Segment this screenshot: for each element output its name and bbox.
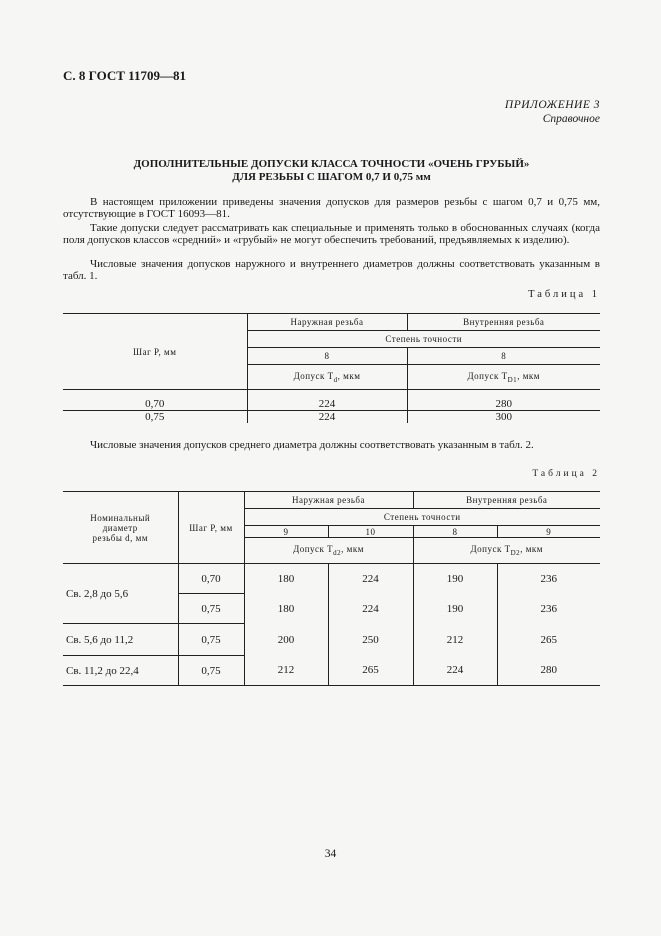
- t1-degree-outer: 8: [247, 348, 407, 365]
- appendix-type: Справочное: [542, 113, 600, 125]
- t1-tol-inner: Допуск $T_{D1}$, мкм: [407, 365, 600, 390]
- t2-degree-2: 10: [328, 526, 413, 538]
- t1-degree-inner: 8: [407, 348, 600, 365]
- t1-header-outer: Наружная резьба: [247, 314, 407, 331]
- t2-degree-4: 9: [497, 526, 600, 538]
- table-row: 0,75 180 224 190 236: [63, 594, 600, 624]
- page-number: 34: [324, 848, 337, 860]
- table-2-caption: Таблица 2: [532, 469, 600, 479]
- appendix-number: ПРИЛОЖЕНИЕ 3: [504, 99, 600, 111]
- table-row: 0,70 224 280: [63, 398, 600, 411]
- paragraph-2: Такие допуски следует рассматривать как специальные и применять только в обоснованных случаях (когда поля допусков классов «средний» и «грубый» не могут обеспечить требований, предъявляемых к изделию).: [63, 222, 600, 246]
- t2-header-diameter: Номинальный диаметр резьбы d, мм: [63, 492, 178, 564]
- t1-header-step: Шаг P, мм: [63, 314, 247, 390]
- table-row: Св. 11,2 до 22,4 0,75 212 265 224 280: [63, 656, 600, 686]
- t1-tol-outer: Допуск $T_d$, мкм: [247, 365, 407, 390]
- table-row: Св. 5,6 до 11,2 0,75 200 250 212 265: [63, 624, 600, 656]
- title-line-1: ДОПОЛНИТЕЛЬНЫЕ ДОПУСКИ КЛАССА ТОЧНОСТИ «ОЧЕНЬ ГРУБЫЙ»: [133, 158, 530, 170]
- t2-header-step: Шаг P, мм: [178, 492, 244, 564]
- table-row: Св. 2,8 до 5,6 0,70 180 224 190 236: [63, 564, 600, 594]
- t2-header-inner: Внутренняя резьба: [413, 492, 600, 509]
- t2-degree-1: 9: [244, 526, 328, 538]
- t2-header-degree: Степень точности: [244, 509, 600, 526]
- appendix-label: [505, 98, 600, 126]
- t1-header-degree: Степень точности: [247, 331, 600, 348]
- page-header: С. 8 ГОСТ 11709—81: [63, 68, 186, 83]
- paragraph-1: В настоящем приложении приведены значения допусков для размеров резьбы с шагом 0,7 и 0,75 мм, отсутствующие в ГОСТ 16093—81.: [63, 196, 600, 220]
- table-1: [63, 313, 600, 423]
- table-2: [63, 491, 600, 686]
- t2-tol-outer: Допуск $T_{d2}$, мкм: [244, 538, 413, 564]
- t1-header-inner: Внутренняя резьба: [407, 314, 600, 331]
- t2-degree-3: 8: [413, 526, 497, 538]
- paragraph-3: Числовые значения допусков наружного и внутреннего диаметров должны соответствовать указанным в табл. 1.: [63, 258, 600, 282]
- paragraph-4: Числовые значения допусков среднего диаметра должны соответствовать указанным в табл. 2.: [90, 439, 534, 451]
- title-line-2: ДЛЯ РЕЗЬБЫ С ШАГОМ 0,7 И 0,75 мм: [232, 171, 431, 183]
- document-title: [63, 158, 600, 184]
- table-row: 0,75 224 300: [63, 410, 600, 423]
- table-1-caption: Таблица 1: [528, 289, 600, 300]
- t2-header-outer: Наружная резьба: [244, 492, 413, 509]
- t2-tol-inner: Допуск $T_{D2}$, мкм: [413, 538, 600, 564]
